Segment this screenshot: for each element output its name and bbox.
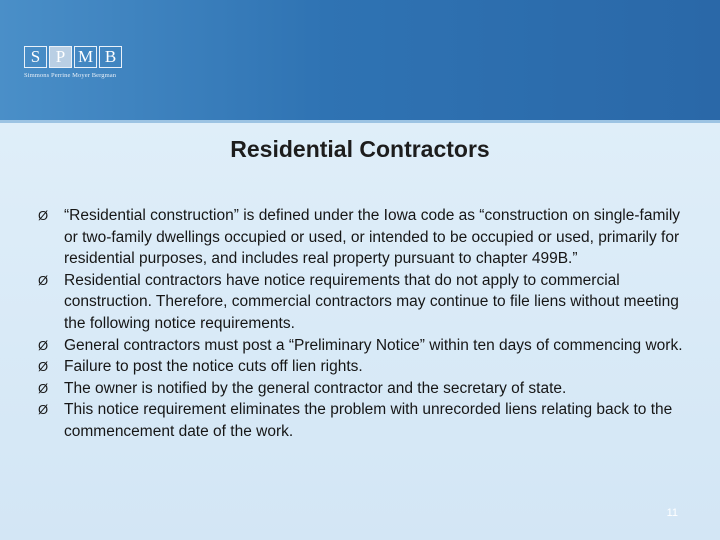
logo-letters (24, 46, 128, 68)
arrow-bullet-icon: Ø (38, 208, 49, 223)
logo-letter-m: M (74, 46, 97, 68)
logo-tagline: Simmons Perrine Moyer Bergman (24, 72, 117, 79)
logo-letter-p: P (49, 46, 72, 68)
bullet-text: Failure to post the notice cuts off lien rights. (64, 358, 363, 376)
arrow-bullet-icon: Ø (38, 337, 49, 353)
logo-letter-b: B (99, 46, 122, 68)
page-number: 11 (666, 507, 678, 519)
bullet-list (38, 205, 688, 443)
header-banner (0, 0, 720, 123)
bullet-item (38, 356, 688, 378)
arrow-bullet-icon: Ø (38, 272, 49, 288)
slide-title: Residential Contractors (230, 136, 490, 162)
firm-logo (24, 46, 128, 84)
bullet-item (38, 205, 688, 270)
arrow-bullet-icon: Ø (38, 359, 49, 375)
bullet-text: General contractors must post a “Preliminary Notice” within ten days of commencing work. (64, 336, 683, 354)
bullet-text: The owner is notified by the general contractor and the secretary of state. (64, 379, 567, 397)
bullet-item (38, 378, 688, 400)
arrow-bullet-icon: Ø (38, 402, 49, 418)
bullet-text: Residential contractors have notice requirements that do not apply to commercial construction. Therefore, commercial contractors may continue to file liens without meeting the following notice requirements. (64, 271, 679, 332)
logo-letter-s: S (24, 46, 47, 68)
arrow-bullet-icon: Ø (38, 380, 49, 396)
bullet-text: “Residential construction” is defined under the Iowa code as “construction on single-family or two-family dwellings occupied or used, or intended to be occupied or used, primarily for residential purposes, and includes real property pursuant to chapter 499B.” (64, 207, 681, 268)
bullet-item (38, 399, 688, 442)
bullet-text: This notice requirement eliminates the problem with unrecorded liens relating back to the commencement date of the work. (64, 401, 673, 440)
bullet-item (38, 335, 688, 357)
bullet-item (38, 270, 688, 335)
